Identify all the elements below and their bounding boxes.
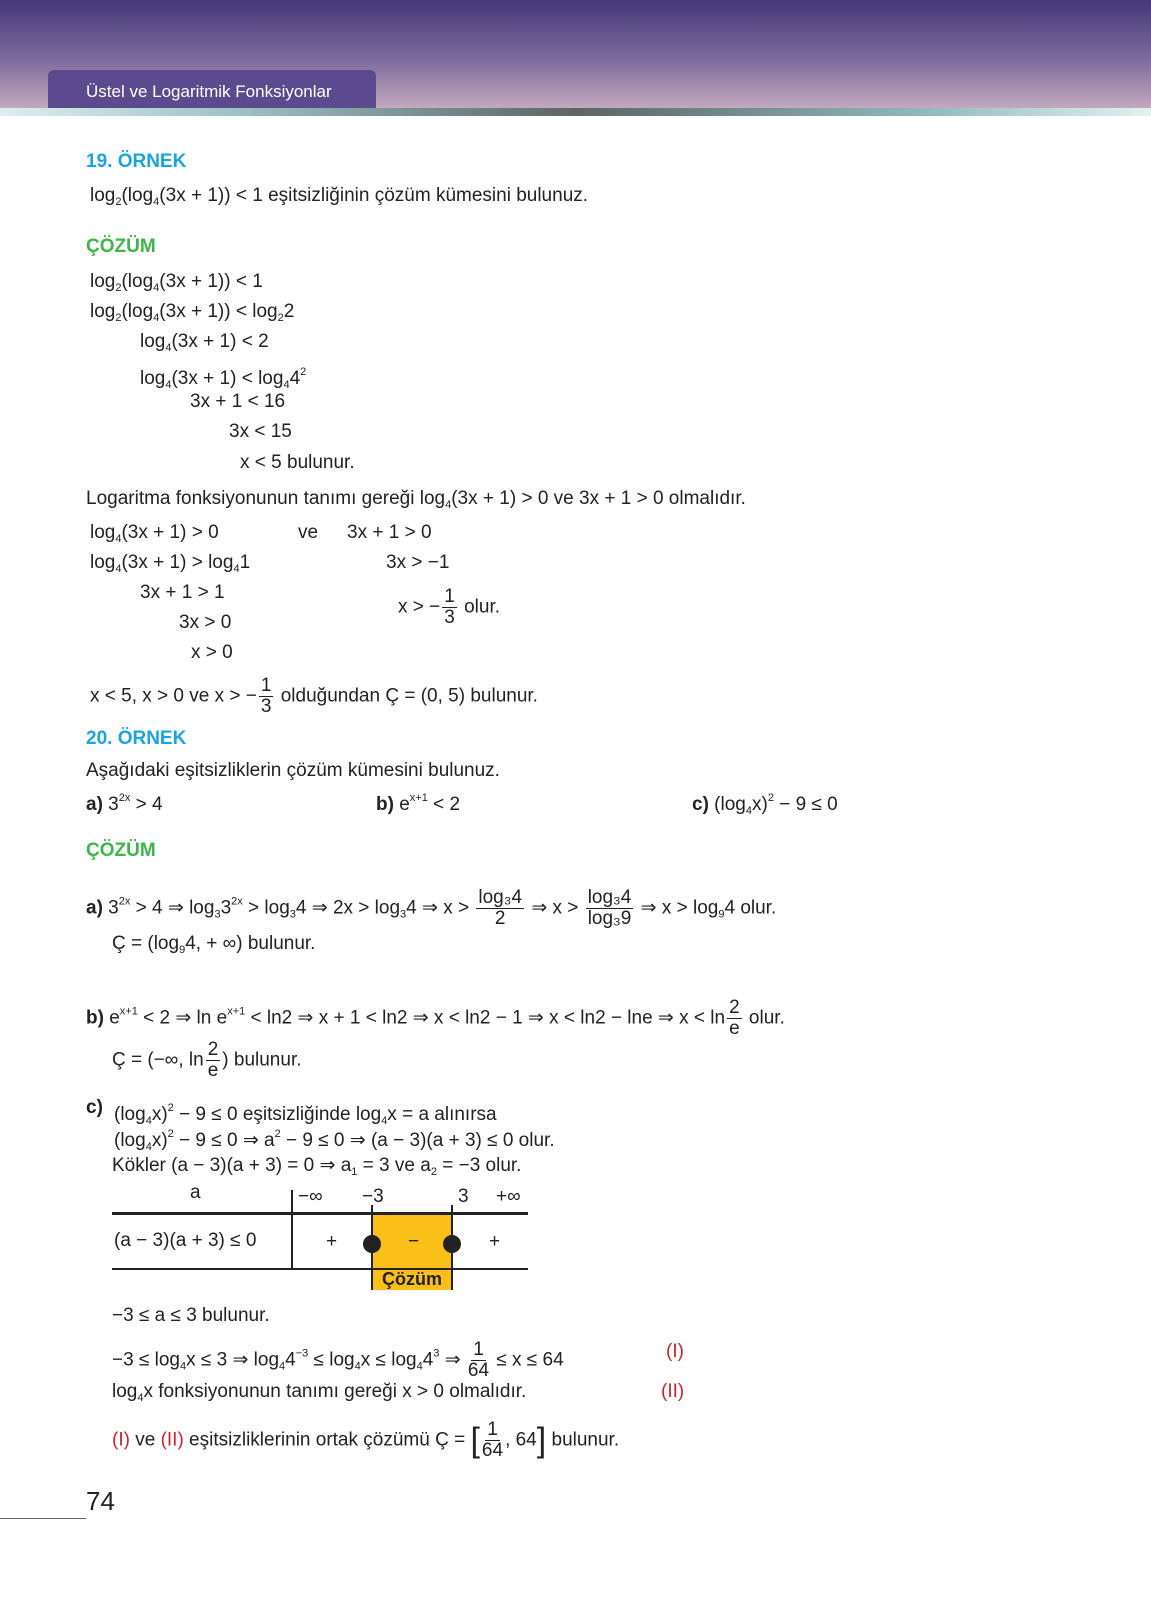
- math-text: −3 ≤ a ≤ 3 bulunur.: [112, 1305, 270, 1326]
- superscript: 2x: [118, 792, 131, 804]
- subscript: 4: [745, 805, 752, 817]
- math-text: − 9 ≤ 0 ⇒ (a − 3)(a + 3) ≤ 0 olur.: [280, 1130, 555, 1151]
- superscript: 2x: [118, 895, 131, 908]
- roman-numeral: (II): [160, 1429, 184, 1451]
- part-b: [376, 786, 461, 815]
- subscript: 2: [115, 196, 122, 208]
- math-text: ve: [129, 1429, 161, 1451]
- math-text: (3x + 1) > 0: [121, 522, 219, 543]
- numerator: 2: [729, 997, 740, 1018]
- fraction: [206, 1040, 221, 1081]
- roman-numeral: (I): [666, 1341, 684, 1362]
- subscript: 1: [351, 1166, 358, 1178]
- table-rule: [112, 1212, 528, 1215]
- header-strip: [0, 108, 1151, 116]
- denominator: e: [729, 1018, 740, 1039]
- subscript: 2: [115, 282, 122, 294]
- math-text: (3x + 1)) < 1: [159, 271, 263, 292]
- math-line: [90, 300, 294, 324]
- part-label: b): [376, 794, 394, 815]
- page-number-rule: [0, 1518, 86, 1519]
- denominator: log₃9: [587, 908, 632, 929]
- subscript: 4: [165, 342, 172, 354]
- denominator: 2: [494, 908, 506, 929]
- math-text: (3x + 1)) < log: [159, 301, 278, 322]
- subscript: 2: [277, 312, 284, 324]
- math-text: ve: [298, 522, 319, 543]
- math-text: < 2: [427, 794, 461, 815]
- part-label: b): [86, 1007, 104, 1029]
- math-line: [112, 1419, 620, 1461]
- subscript: 9: [179, 944, 186, 956]
- math-text: Aşağıdaki eşitsizliklerin çözüm kümesini bulunuz.: [86, 760, 500, 781]
- math-text: ⇒ x >: [526, 897, 584, 919]
- subscript: 4: [180, 1360, 187, 1373]
- subscript: 4: [445, 499, 452, 511]
- math-text: Ç = (−∞, ln: [112, 1049, 204, 1071]
- solution-label: Çözüm: [382, 1269, 442, 1289]
- math-line: [112, 1380, 526, 1404]
- math-text: eşitsizliklerinin ortak çözümü Ç =: [183, 1429, 471, 1451]
- math-text: ⇒ x > log: [635, 897, 719, 919]
- math-text: e: [393, 794, 410, 815]
- math-line: [112, 1154, 521, 1178]
- math-text: olduğundan Ç = (0, 5) bulunur.: [275, 685, 538, 707]
- math-text: (log: [121, 185, 154, 206]
- numerator: 2: [207, 1039, 219, 1060]
- math-line: [114, 1096, 497, 1127]
- subscript: 4: [283, 379, 290, 391]
- math-line: [90, 551, 250, 575]
- math-text: < 2 ⇒ ln e: [137, 1007, 228, 1029]
- math-line: [112, 1304, 270, 1328]
- math-text: 3: [102, 897, 119, 919]
- math-text: x fonksiyonunun tanımı gereği x > 0 olmalıdır.: [143, 1381, 527, 1402]
- example-19-question: [90, 184, 588, 208]
- denominator: 64: [467, 1360, 490, 1381]
- math-text: olur.: [743, 1007, 785, 1029]
- math-text: x < 5, x > 0 ve x > −: [90, 685, 257, 707]
- math-line: [90, 521, 219, 545]
- subscript: 4: [115, 563, 122, 575]
- root-dot: [363, 1235, 381, 1253]
- table-rule: [112, 1268, 528, 1270]
- part-c: [692, 786, 838, 817]
- math-text: x): [752, 794, 768, 815]
- math-text: 3: [102, 794, 119, 815]
- math-text: log: [90, 271, 116, 292]
- math-line: [190, 390, 285, 414]
- numerator: 1: [473, 1339, 484, 1360]
- math-text: 4: [285, 1349, 296, 1371]
- solution-20-title: ÇÖZÜM: [86, 840, 156, 861]
- numerator: 1: [444, 586, 455, 607]
- math-text: log: [112, 1381, 138, 1402]
- superscript: 2: [300, 366, 307, 378]
- math-line: [140, 360, 307, 391]
- subscript: 4: [354, 1360, 361, 1373]
- math-text: olur.: [458, 596, 501, 618]
- math-text: − 9 ≤ 0 ⇒ a: [173, 1130, 275, 1151]
- superscript: 2: [167, 1102, 174, 1114]
- fraction: [468, 1340, 489, 1381]
- subscript: 4: [165, 379, 172, 391]
- math-line: [240, 451, 355, 475]
- math-text: − 9 ≤ 0: [773, 794, 838, 815]
- bracket: [: [470, 1421, 480, 1460]
- subscript: 4: [381, 1115, 388, 1127]
- math-text: 4, + ∞) bulunur.: [185, 933, 316, 954]
- math-text: log: [90, 552, 116, 573]
- math-line: [86, 887, 777, 929]
- math-text: 3x > −1: [386, 552, 450, 573]
- math-text: ≤ log: [308, 1349, 355, 1371]
- subscript: 4: [233, 563, 240, 575]
- math-text: x ≤ 3 ⇒ log: [186, 1349, 280, 1371]
- subscript: 4: [153, 312, 160, 324]
- math-text: 4 olur.: [724, 897, 777, 919]
- math-text: 4 ⇒ 2x > log: [295, 897, 401, 919]
- math-text: (3x + 1) > 0 ve 3x + 1 > 0 olmalıdır.: [451, 488, 746, 509]
- math-text: 3x > 0: [179, 612, 232, 633]
- example-19-title: 19. ÖRNEK: [86, 151, 187, 172]
- superscript: 3: [433, 1347, 440, 1360]
- part-label: a): [86, 897, 103, 919]
- math-text: log: [90, 301, 116, 322]
- superscript: 2: [167, 1128, 174, 1140]
- part-label: a): [86, 794, 103, 815]
- fraction: [586, 888, 634, 929]
- superscript: −3: [295, 1347, 309, 1360]
- math-text: (log: [114, 1104, 146, 1125]
- subscript: 4: [145, 1141, 152, 1153]
- page-number: 74: [86, 1486, 115, 1516]
- subscript: 4: [416, 1360, 423, 1373]
- math-line: [86, 487, 746, 511]
- superscript: x+1: [409, 792, 428, 804]
- math-text: x < 5 bulunur.: [240, 452, 355, 473]
- math-line: [112, 1339, 564, 1381]
- bracket: ]: [536, 1421, 547, 1460]
- math-text: e: [103, 1007, 120, 1029]
- denominator: e: [207, 1060, 219, 1081]
- math-line: [90, 270, 263, 294]
- math-text: 3x < 15: [229, 421, 292, 442]
- math-text: (log: [121, 301, 154, 322]
- superscript: x+1: [227, 1005, 246, 1018]
- math-text: ≤ x ≤ 64: [491, 1349, 564, 1371]
- numerator: log₃4: [478, 887, 523, 908]
- subscript: 2: [115, 312, 122, 324]
- math-line: [179, 611, 231, 635]
- chapter-tab: Üstel ve Logaritmik Fonksiyonlar: [48, 70, 376, 108]
- math-line: [86, 997, 785, 1039]
- superscript: 2x: [231, 895, 243, 908]
- math-text: x > −: [398, 596, 441, 618]
- math-text: 1: [239, 552, 251, 573]
- part-a: [86, 786, 163, 815]
- roman-label: [666, 1340, 684, 1364]
- math-text: 3x + 1 > 0: [347, 522, 432, 543]
- math-line: [398, 586, 501, 628]
- math-text: Kökler (a − 3)(a + 3) = 0 ⇒ a: [112, 1155, 352, 1176]
- math-text: ⇒: [439, 1349, 466, 1371]
- sign: −: [408, 1231, 420, 1252]
- denominator: 3: [444, 607, 455, 628]
- superscript: 2: [767, 792, 774, 804]
- math-text: 4: [289, 368, 301, 389]
- math-text: x): [151, 1130, 168, 1151]
- denominator: 64: [481, 1440, 504, 1461]
- math-line: [347, 521, 432, 545]
- math-text: (3x + 1)) < 1 eşitsizliğinin çözüm kümesini bulunuz.: [159, 185, 589, 206]
- math-line: [86, 1096, 103, 1120]
- math-text: (3x + 1) > log: [121, 552, 234, 573]
- point-label: −∞: [298, 1186, 323, 1207]
- math-text: = 3 ve a: [357, 1155, 431, 1176]
- fraction: [259, 676, 274, 717]
- example-20-question: [86, 759, 500, 783]
- math-text: (log: [114, 1130, 146, 1151]
- table-variable: a: [190, 1182, 201, 1203]
- root-dot: [443, 1235, 461, 1253]
- math-line: [112, 932, 315, 956]
- math-text: > 4: [130, 794, 163, 815]
- sign: +: [326, 1231, 338, 1252]
- row-label: (a − 3)(a + 3) ≤ 0: [114, 1230, 257, 1251]
- table-divider: [291, 1190, 293, 1270]
- subscript: 4: [153, 282, 160, 294]
- math-text: − 9 ≤ 0 eşitsizliğinde log: [173, 1104, 382, 1125]
- math-text: x > 0: [191, 642, 233, 663]
- math-text: 3x + 1 < 16: [190, 391, 286, 412]
- math-text: log: [140, 368, 166, 389]
- sign: +: [489, 1231, 501, 1252]
- math-text: (log: [121, 271, 154, 292]
- numerator: 1: [260, 675, 272, 696]
- superscript: x+1: [119, 1005, 138, 1018]
- math-line: [191, 641, 233, 665]
- example-20-title: 20. ÖRNEK: [86, 728, 187, 749]
- math-text: ) bulunur.: [222, 1049, 302, 1071]
- fraction: [482, 1420, 503, 1461]
- denominator: 3: [260, 696, 272, 717]
- part-label: c): [86, 1097, 103, 1118]
- math-text: 4 ⇒ x >: [406, 897, 475, 919]
- math-line: [386, 551, 449, 575]
- math-text: bulunur.: [546, 1429, 620, 1451]
- math-text: , 64: [505, 1429, 537, 1451]
- subscript: 9: [718, 908, 725, 921]
- math-line: [114, 1122, 555, 1153]
- math-line: [140, 330, 269, 354]
- numerator: 1: [487, 1419, 498, 1440]
- math-text: (log: [708, 794, 746, 815]
- subscript: 4: [145, 1115, 152, 1127]
- math-text: Logaritma fonksiyonunun tanımı gereği log: [86, 488, 446, 509]
- math-text: log: [140, 331, 166, 352]
- roman-label: [661, 1380, 684, 1404]
- math-line: [298, 521, 318, 545]
- math-text: log: [90, 522, 116, 543]
- math-text: x = a alınırsa: [387, 1104, 497, 1125]
- math-line: [140, 581, 225, 605]
- math-text: −3 ≤ log: [112, 1349, 181, 1371]
- math-text: 3: [220, 897, 232, 919]
- math-text: x ≤ log: [360, 1349, 417, 1371]
- point-label: −3: [362, 1186, 384, 1207]
- math-text: Ç = (log: [112, 933, 180, 954]
- subscript: 2: [430, 1166, 437, 1178]
- math-text: > log: [242, 897, 290, 919]
- point-label: +∞: [496, 1186, 521, 1207]
- subscript: 3: [214, 908, 221, 921]
- superscript: 2: [274, 1128, 281, 1140]
- math-text: > 4 ⇒ log: [130, 897, 215, 919]
- math-text: x): [151, 1104, 168, 1125]
- math-text: (3x + 1) < log: [171, 368, 284, 389]
- roman-numeral: (I): [112, 1429, 130, 1451]
- fraction: [442, 587, 457, 628]
- solution-19-title: ÇÖZÜM: [86, 236, 156, 257]
- subscript: 4: [137, 1392, 144, 1404]
- fraction: [727, 998, 742, 1039]
- subscript: 3: [400, 908, 407, 921]
- math-text: (3x + 1) < 2: [171, 331, 269, 352]
- subscript: 4: [279, 1360, 286, 1373]
- point-label: 3: [458, 1186, 469, 1207]
- math-text: 2: [283, 301, 295, 322]
- math-text: 3x + 1 > 1: [140, 582, 225, 603]
- math-text: = −3 olur.: [436, 1155, 522, 1176]
- math-line: [90, 675, 538, 717]
- part-label: c): [692, 794, 709, 815]
- fraction: [476, 888, 524, 929]
- math-line: [229, 420, 292, 444]
- math-text: 4: [422, 1349, 434, 1371]
- math-line: [112, 1039, 302, 1081]
- subscript: 4: [153, 196, 160, 208]
- math-text: log: [90, 185, 116, 206]
- subscript: 4: [115, 533, 122, 545]
- math-text: < ln2 ⇒ x + 1 < ln2 ⇒ x < ln2 − 1 ⇒ x < ln2 − lne ⇒ x < ln: [245, 1007, 726, 1029]
- roman-numeral: (II): [661, 1381, 685, 1402]
- numerator: log₃4: [587, 887, 632, 908]
- subscript: 3: [289, 908, 296, 921]
